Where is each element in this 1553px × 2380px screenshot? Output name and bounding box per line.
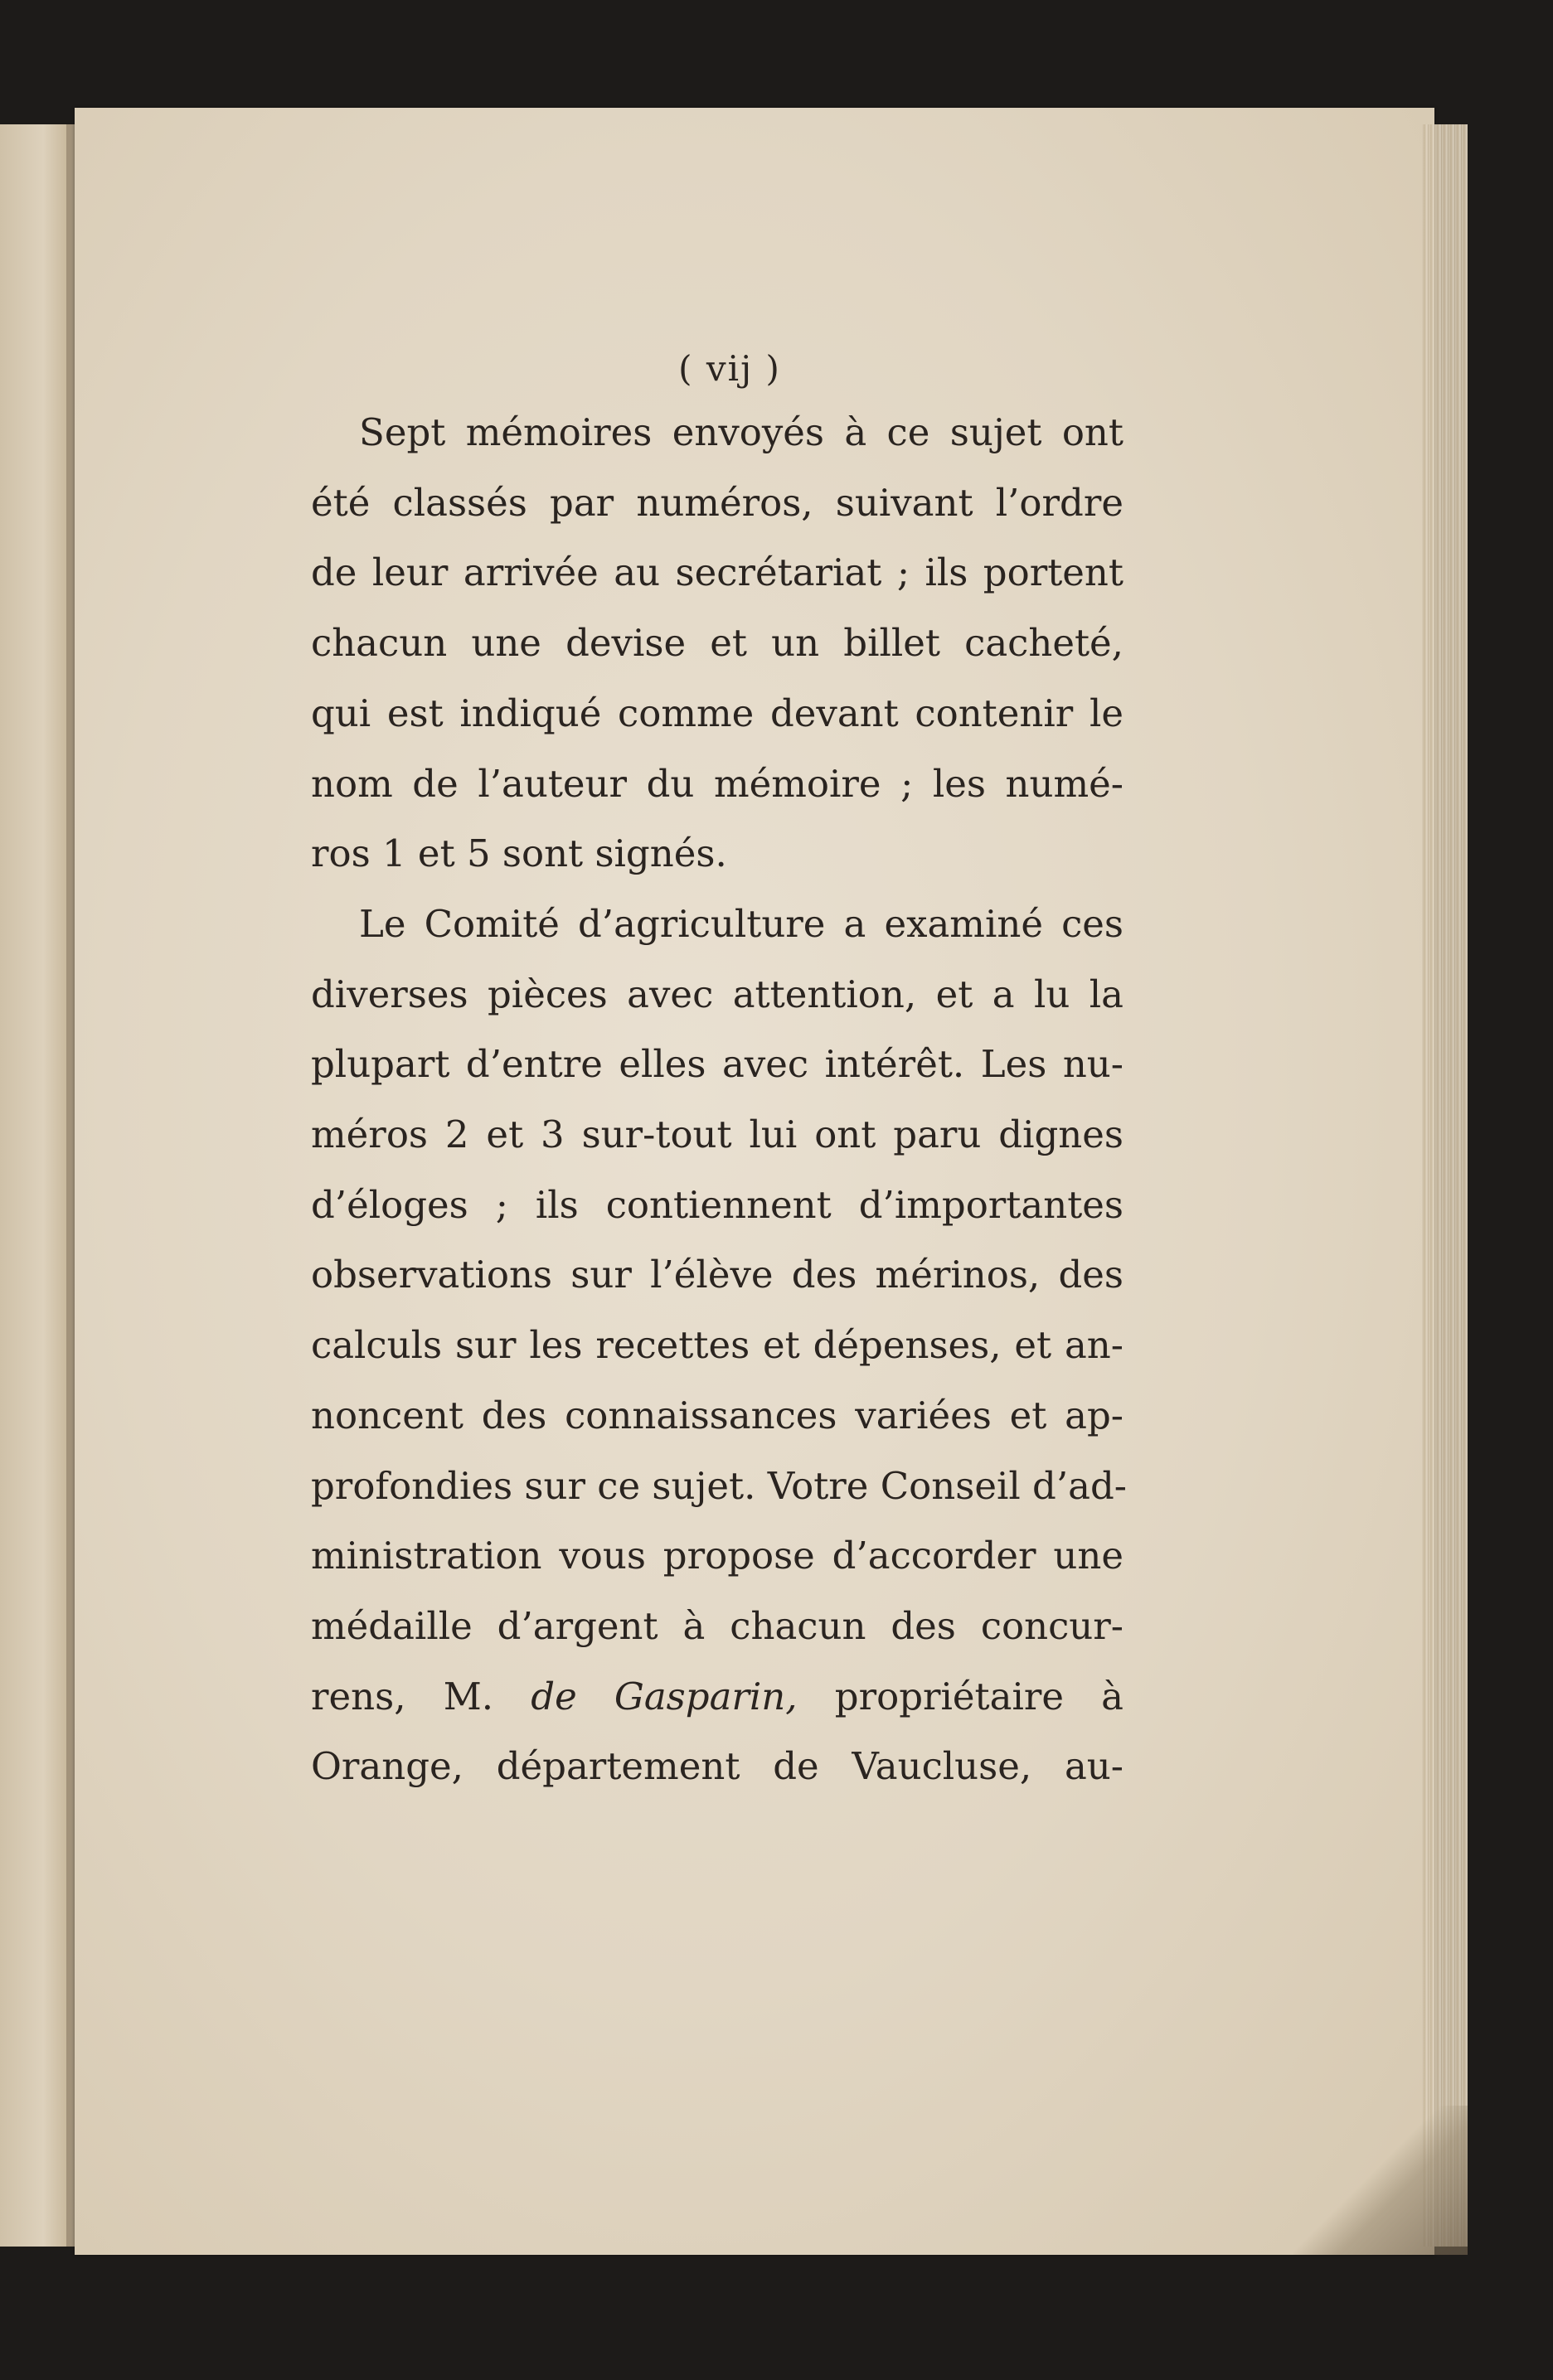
text-line: ministration vous propose d’accorder une [311, 1534, 1123, 1578]
text-line: d’éloges ; ils contiennent d’importantes [311, 1182, 1123, 1227]
text-segment: propriétaire à [834, 1674, 1123, 1718]
text-line: de leur arrivée au secrétariat ; ils portent [311, 550, 1123, 595]
text-line: profondies sur ce sujet. Votre Conseil d’ad- [311, 1463, 1128, 1508]
text-segment: rens, M. [311, 1674, 494, 1718]
text-line: calculs sur les recettes et dépenses, et an- [311, 1323, 1123, 1368]
italic-name: de Gasparin, [531, 1674, 798, 1718]
text-line: été classés par numéros, suivant l’ordre [311, 480, 1123, 525]
text-line: médaille d’argent à chacun des concur- [311, 1603, 1123, 1648]
text-line: observations sur l’élève des mérinos, des [311, 1253, 1123, 1297]
text-line-with-name [311, 1662, 1123, 1733]
paragraph-2 [311, 889, 1128, 1802]
text-line: nom de l’auteur du mémoire ; les numé- [311, 761, 1123, 806]
text-line: méros 2 et 3 sur-tout lui ont paru dignes [311, 1112, 1123, 1157]
text-line: chacun une devise et un billet cacheté, [311, 621, 1123, 666]
paragraph-1 [311, 398, 1123, 889]
worn-page-corner [1293, 2106, 1468, 2255]
page-number: ( vij ) [678, 348, 781, 389]
text-line: plupart d’entre elles avec intérêt. Les nu- [311, 1042, 1123, 1087]
text-line: noncent des connaissances variées et ap- [311, 1393, 1123, 1437]
text-line: Sept mémoires envoyés à ce sujet ont [359, 410, 1123, 454]
text-line: Le Comité d’agriculture a examiné ces [359, 901, 1123, 946]
body-text [311, 398, 1128, 1802]
text-line: ros 1 et 5 sont signés. [311, 831, 727, 876]
page-stack-edges [1422, 124, 1468, 2247]
page-text [311, 340, 1128, 1802]
text-line: Orange, département de Vaucluse, au- [311, 1744, 1123, 1789]
text-line: diverses pièces avec attention, et a lu la [311, 972, 1123, 1016]
text-line: qui est indiqué comme devant contenir le [311, 691, 1123, 735]
